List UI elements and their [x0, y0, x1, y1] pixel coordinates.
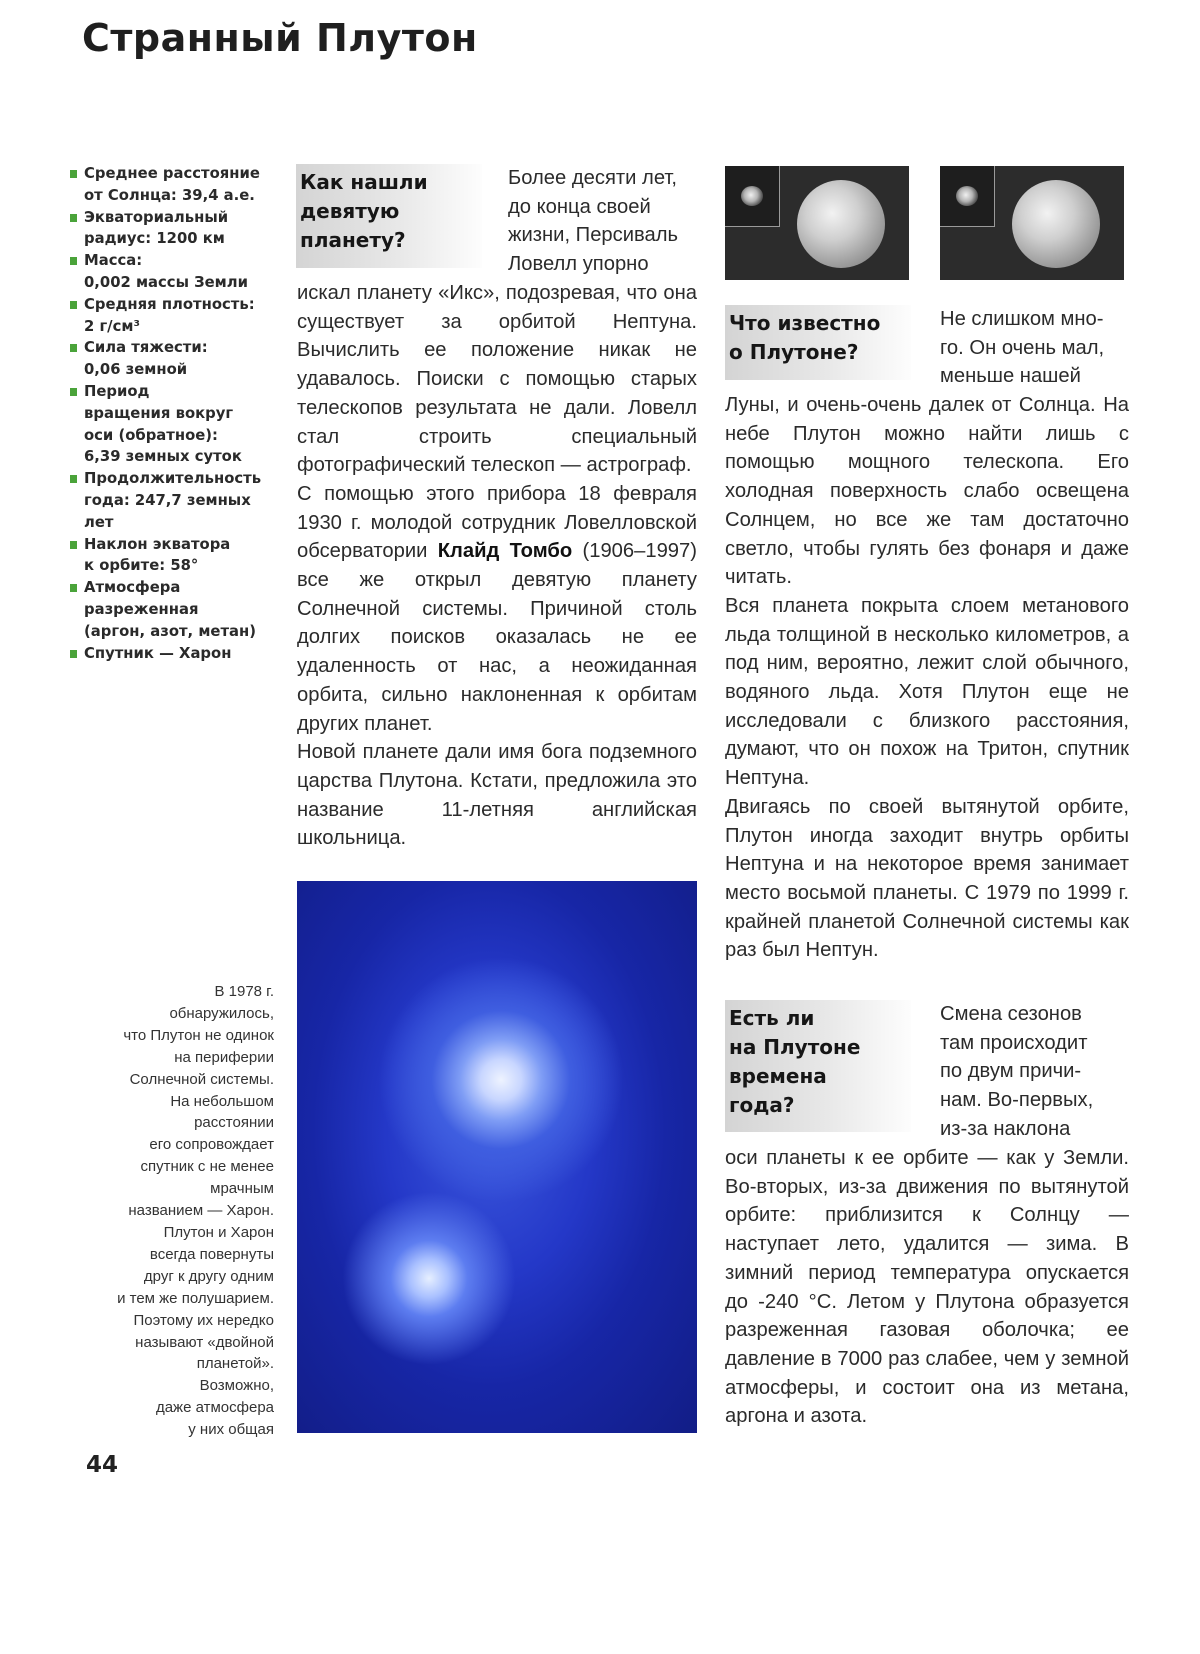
section1-intro [508, 164, 697, 279]
section1-paragraph: Новой планете дали имя бога подземного царства Плутона. Кстати, предложила это название 11-летняя английская школьница. [297, 741, 697, 850]
bullet-square-icon [70, 257, 77, 265]
bullet-square-icon [70, 388, 77, 396]
fact-item: Масса: 0,002 массы Земли [68, 250, 278, 294]
fact-item: Период вращения вокруг оси (обратное): 6,39 земных суток [68, 381, 278, 468]
section2-intro-line: го. Он очень мал, [940, 336, 1105, 359]
fact-item: Средняя плотность: 2 г/см³ [68, 294, 278, 338]
bullet-square-icon [70, 584, 77, 592]
blurry-planet-image [956, 186, 978, 206]
section1-paragraph: С помощью этого прибора 18 февраля 1930 г. молодой сотрудник Ловелловской обсерватории Клайд Томбо (1906–1997) все же открыл девятую планету Солнечной системы. Причиной столь долгих поисков оказалась не ее удаленность от нас, а неожиданная орбита, сильно наклоненная к орбитам других планет. [297, 482, 697, 735]
section2-intro [940, 305, 1129, 391]
section1-intro-line: жизни, Персиваль [508, 224, 679, 247]
bullet-square-icon [70, 541, 77, 549]
pluto-thumbnail-2 [940, 166, 1124, 280]
bullet-square-icon [70, 344, 77, 352]
section2-body [725, 391, 1129, 965]
section3-intro [940, 1000, 1129, 1144]
bullet-square-icon [70, 170, 77, 178]
section3-intro-line: из-за наклона [940, 1117, 1071, 1140]
fact-item: Атмосфера разреженная (аргон, азот, метан) [68, 577, 278, 642]
bullet-square-icon [70, 475, 77, 483]
thumbnail-inset [725, 166, 780, 227]
fact-item: Спутник — Харон [68, 643, 278, 665]
section2-paragraph: Вся планета покрыта слоем метанового льда толщиной в несколько километров, а под ним, вероятно, лежит слой обычного, водяного льда. Хотя Плутон еще не исследовали с близкого расстояния, думают, что он похож на Тритон, спутник Нептуна. [725, 594, 1129, 790]
page-title: Странный Плутон [82, 16, 478, 60]
blurry-planet-image [741, 186, 763, 206]
fact-item: Продолжительность года: 247,7 земных лет [68, 468, 278, 533]
bullet-square-icon [70, 214, 77, 222]
fact-item: Среднее расстояние от Солнца: 39,4 а.е. [68, 163, 278, 207]
section3-intro-line: Смена сезонов [940, 1003, 1082, 1025]
section1-intro-line: Ловелл упорно [508, 253, 649, 276]
bullet-square-icon [70, 301, 77, 309]
pluto-charon-photo [297, 881, 697, 1433]
clyde-tombaugh-name: Клайд Томбо [437, 540, 573, 563]
section3-intro-line: по двум причи- [940, 1060, 1082, 1083]
pluto-thumbnail-1 [725, 166, 909, 280]
section2-intro-line: меньше нашей [940, 365, 1081, 388]
page-number: 44 [86, 1452, 119, 1478]
section3-heading: Есть ли на Плутоне времена года? [725, 1000, 911, 1132]
section2-paragraph: Двигаясь по своей вытянутой орбите, Плутон иногда заходит внутрь орбиты Нептуна и на некоторое время занимает место восьмой планеты. С 1979 по 1999 г. крайней планетой Солнечной системы как раз был Нептун. [725, 795, 1129, 962]
section3-paragraph: оси планеты к ее орбите — как у Земли. Во-вторых, из-за движения по вытянутой орбите: приблизится к Солнцу — наступает лето, удалится — зима. В зимний период температура опускается до -240 °С. Летом у Плутона образуется разреженная газовая оболочка; ее давление в 7000 раз слабее, чем у земной атмосферы, и состоит она из метана, аргона и азота. [725, 1147, 1129, 1428]
pluto-sphere-image [797, 180, 885, 268]
section2-intro-line: Не слишком мно- [940, 308, 1104, 330]
thumbnail-inset [940, 166, 995, 227]
pluto-sphere-image [1012, 180, 1100, 268]
section1-paragraph: искал планету «Икс», подозревая, что она существует за орбитой Нептуна. Вычислить ее положение никак не удавалось. Поиски с помощью старых телескопов результата не дали. Ловелл стал строить специальный фотографический телескоп — астрограф. [297, 282, 697, 477]
section3-intro-line: нам. Во-первых, [940, 1089, 1094, 1112]
section1-intro-line: Более десяти лет, [508, 167, 677, 189]
section1-body [297, 279, 697, 853]
photo-caption: В 1978 г. обнаружилось, что Плутон не одинок на периферии Солнечной системы. На небольшом расстоянии его сопровождает спутник с не менее мрачным названием — Харон. Плутон и Харон всегда повернуты друг к другу одним и тем же полушарием. Поэтому их нередко называют «двойной планетой». Возможно, даже атмосфера у них общая [117, 983, 274, 1439]
section3-body [725, 1144, 1129, 1431]
fact-item: Наклон экватора к орбите: 58° [68, 534, 278, 578]
bullet-square-icon [70, 650, 77, 658]
section2-heading: Что известно о Плутоне? [725, 305, 911, 380]
section2-paragraph: Луны, и очень-очень далек от Солнца. На небе Плутон можно найти лишь с помощью мощного телескопа. Его холодная поверхность слабо освещена Солнцем, но все же там достаточно светло, чтобы гулять без фонаря и даже читать. [725, 394, 1129, 589]
section3-intro-line: там происходит [940, 1031, 1088, 1054]
fact-item: Сила тяжести: 0,06 земной [68, 337, 278, 381]
facts-list [68, 163, 278, 664]
section1-heading: Как нашли девятую планету? [296, 164, 482, 268]
fact-item: Экваториальный радиус: 1200 км [68, 207, 278, 251]
section1-intro-line: до конца своей [508, 195, 651, 218]
